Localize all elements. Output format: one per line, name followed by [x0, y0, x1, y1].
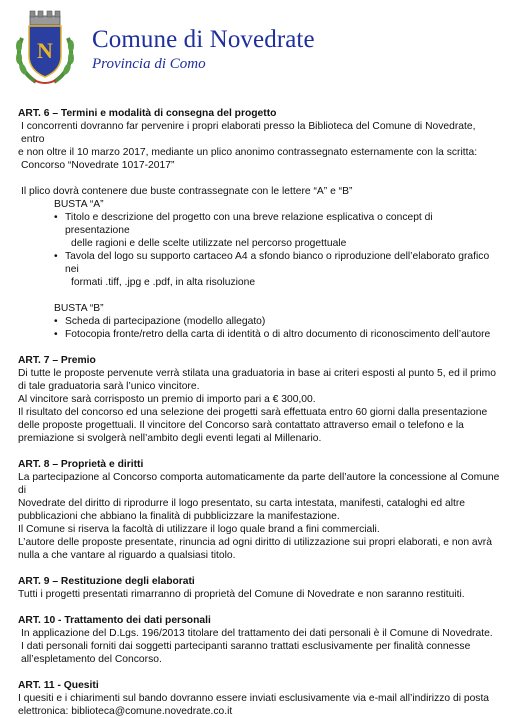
bullet-icon: • [54, 329, 58, 340]
art6-line: e non oltre il 10 marzo 2017, mediante un plico anonimo contrassegnato esternamente con la scritta: [18, 147, 478, 158]
art10-line: I dati personali forniti dai soggetti partecipanti saranno trattati esclusivamente per finalità connesse [21, 641, 471, 652]
bullet-icon: • [54, 212, 58, 223]
art9-line: Tutti i progetti presentati rimarranno di proprietà del Comune di Novedrate e non saranno restituiti. [18, 589, 465, 600]
art11-line: I quesiti e i chiarimenti sul bando dovranno essere inviati esclusivamente via e-mail all’indirizzo di posta [18, 693, 490, 704]
art8-line: La partecipazione al Concorso comporta automaticamente da parte dell’autore la concessione al Comune di [18, 472, 500, 496]
list-item: • Fotocopia fronte/retro della carta di identità o di altro documento di riconoscimento dell’autore [54, 329, 491, 340]
art10-line: all’espletamento del Concorso. [21, 654, 162, 665]
art11-line: elettronica: biblioteca@comune.novedrate.co.it [18, 706, 233, 717]
art7-line: di tale graduatoria sarà l’unico vincitore. [18, 381, 200, 392]
bullet-icon: • [54, 251, 58, 262]
art6-line: Concorso “Novedrate 1017-2017” [21, 160, 175, 171]
bullet-icon: • [54, 316, 58, 327]
art7-line: Il risultato del concorso ed una selezione dei progetti sarà effettuata entro 60 giorni dalla presentazione [18, 407, 488, 418]
busta-b-label: BUSTA “B” [54, 303, 104, 314]
art7-line: premiazione si svolgerà nell’ambito degli eventi legati al Millenario. [18, 433, 322, 444]
art9-heading: ART. 9 – Restituzione degli elaborati [18, 576, 195, 587]
art8-heading: ART. 8 – Proprietà e diritti [18, 459, 144, 470]
town-title: Comune di Novedrate [92, 26, 315, 53]
list-item: • Titolo e descrizione del progetto con una breve relazione esplicativa o concept di presentazione delle ragioni e delle scelte utilizzate nel percorso progettuale [54, 212, 433, 249]
art11-heading: ART. 11 - Quesiti [18, 680, 99, 691]
province-subtitle: Provincia di Como [92, 56, 206, 72]
art6-heading: ART. 6 – Termini e modalità di consegna del progetto [18, 108, 277, 119]
art8-line: L’autore delle proposte presentate, rinuncia ad ogni diritto di utilizzazione sui propri elaborati, e non avrà [18, 537, 492, 548]
art7-line: Al vincitore sarà corrisposto un premio di importo pari a € 300,00. [18, 394, 316, 405]
art6-line: I concorrenti dovranno far pervenire i propri elaborati presso la Biblioteca del Comune di Novedrate, entro [21, 121, 476, 145]
art10-heading: ART. 10 - Trattamento dei dati personali [18, 615, 211, 626]
busta-a-label: BUSTA “A” [54, 199, 104, 210]
art8-line: Il Comune si riserva la facoltà di utilizzare il logo quale brand a fini commerciali. [18, 524, 380, 535]
art10-line: In applicazione del D.Lgs. 196/2013 titolare del trattamento dei dati personali è il Comune di Novedrate. [21, 628, 493, 639]
art7-line: delle proposte progettuali. Il vincitore del Concorso sarà contattato attraverso email o telefono e la [18, 420, 464, 431]
svg-text:N: N [37, 38, 53, 63]
art7-line: Di tutte le proposte pervenute verrà stilata una graduatoria in base ai criteri esposti al punto 5, ed il primo [18, 368, 496, 379]
art8-line: Novedrate del diritto di riprodurre il logo presentato, su carta intestata, manifesti, cataloghi ed altre [18, 498, 466, 509]
art8-line: nulla a che vantare al riguardo a qualsiasi titolo. [18, 550, 236, 561]
art6-plico: Il plico dovrà contenere due buste contrassegnate con le lettere “A” e “B” [21, 186, 353, 197]
document-body [18, 107, 500, 718]
list-item: • Scheda di partecipazione (modello allegato) [54, 316, 266, 327]
art7-heading: ART. 7 – Premio [18, 355, 96, 366]
list-item: • Tavola del logo su supporto cartaceo A4 a sfondo bianco o riproduzione dell’elaborato grafico nei formati .tiff, .jpg e .pdf, in alta risoluzione [54, 251, 490, 288]
letterhead [0, 0, 510, 100]
art8-line: pubblicazioni che abbiano la finalità di pubblicizzare la manifestazione. [18, 511, 340, 522]
coat-of-arms-icon [14, 8, 76, 88]
